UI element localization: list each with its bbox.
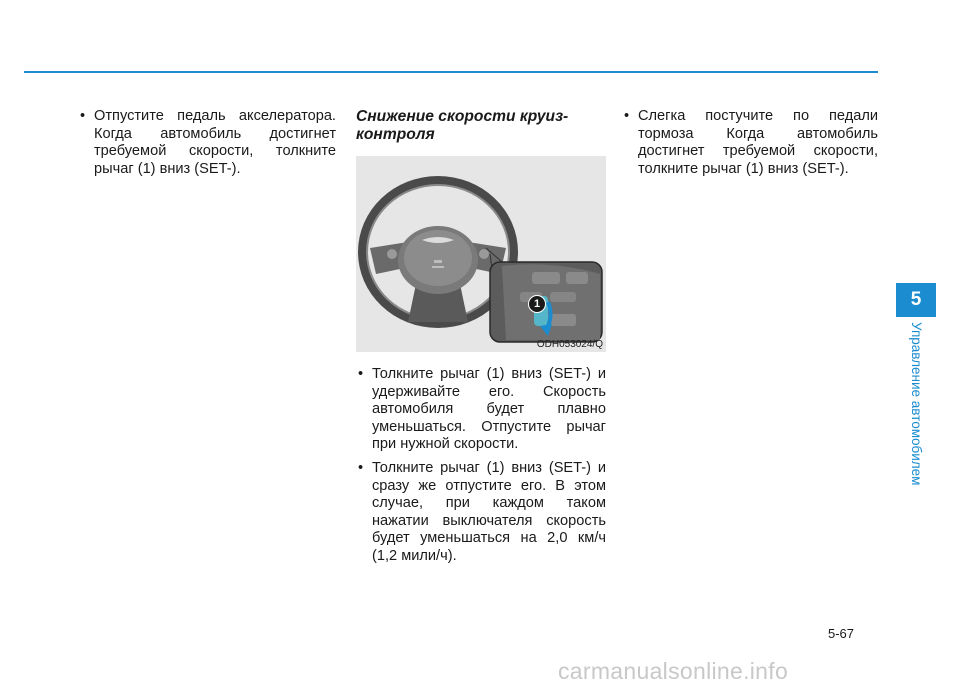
right-bullet-list <box>622 108 878 178</box>
steering-wheel-figure <box>356 156 606 352</box>
right-column <box>622 108 878 184</box>
figure-code: ODH053024/Q <box>536 339 603 350</box>
section-title: Снижение скорости круиз-контроля <box>356 108 569 143</box>
chapter-title-vertical: Управление автомобилем <box>909 322 924 486</box>
steering-wheel-illustration <box>356 156 606 352</box>
bullet-item: • Толкните рычаг (1) вниз (SET-) и сразу же отпустите его. В этом случае, при каждом таком нажатии выключателя скорость будет уменьшаться на 2,0 км/ч (1,2 мили/ч). <box>356 460 606 566</box>
bullet-item: • Слегка постучите по педали тормоза Когда автомобиль достигнет требуемой скорости, толкните рычаг (1) вниз (SET-). <box>622 108 878 178</box>
bullet-item: • Толкните рычаг (1) вниз (SET-) и удерживайте его. Скорость автомобиля будет плавно уменьшаться. Отпустите рычаг при нужной скорости. <box>356 366 606 454</box>
header-rule <box>24 71 878 73</box>
middle-bullet-list <box>356 366 606 566</box>
watermark: carmanualsonline.info <box>558 658 789 684</box>
middle-column <box>356 108 606 572</box>
chapter-number-tab: 5 <box>896 283 936 317</box>
callout-badge: 1 <box>528 295 546 313</box>
left-column <box>78 108 336 184</box>
left-bullet-list <box>78 108 336 178</box>
bullet-item: • Отпустите педаль акселератора. Когда автомобиль достигнет требуемой скорости, толкните рычаг (1) вниз (SET-). <box>78 108 336 178</box>
page-number: 5-67 <box>828 626 855 641</box>
